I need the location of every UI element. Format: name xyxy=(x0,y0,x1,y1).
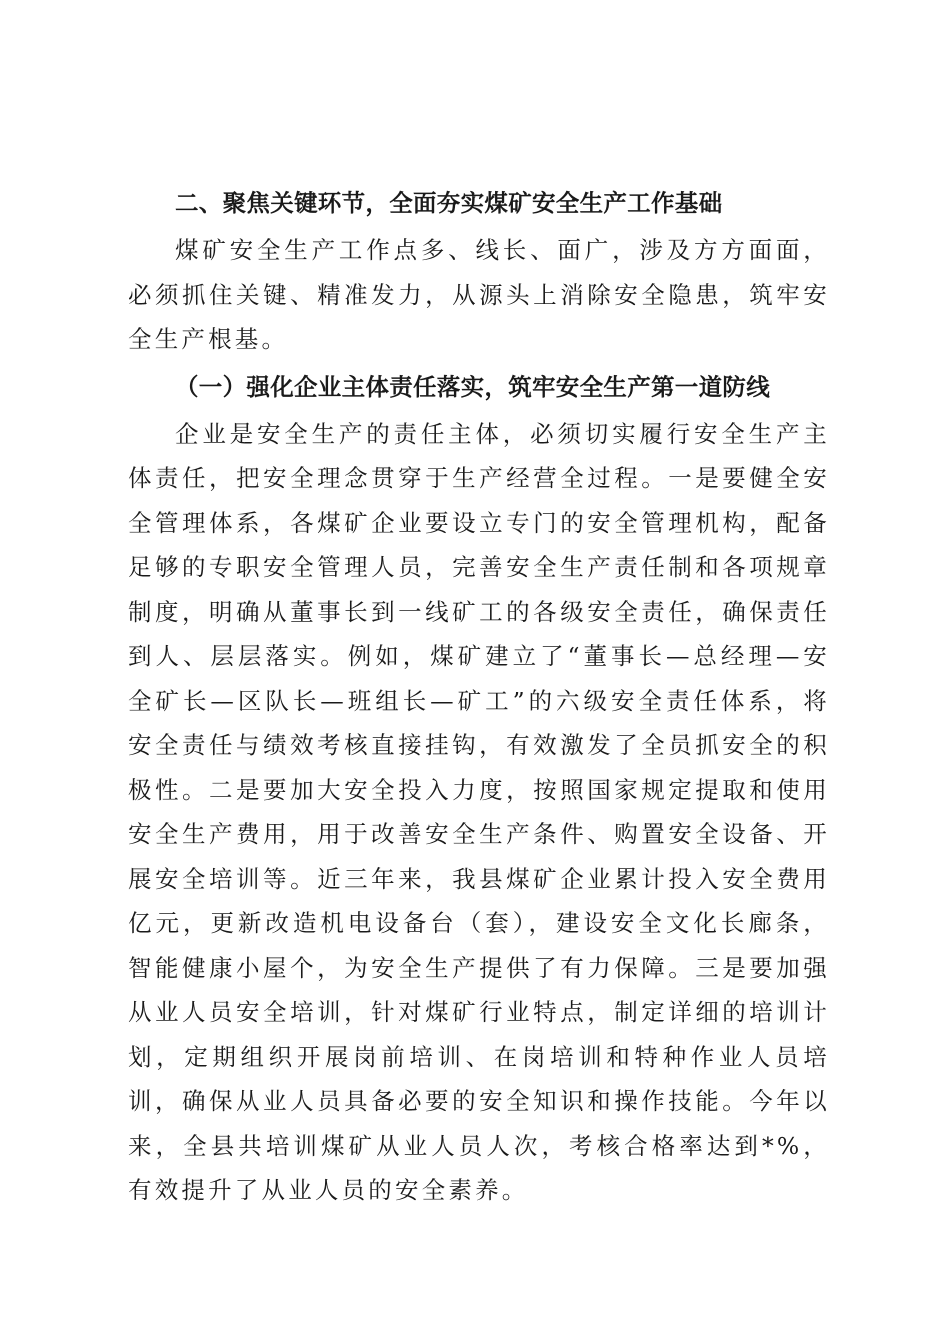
section-heading: 二、聚焦关键环节，全面夯实煤矿安全生产工作基础 xyxy=(175,189,723,217)
subsection-heading: （一）强化企业主体责任落实，筑牢安全生产第一道防线 xyxy=(175,372,770,401)
section-intro-paragraph: 煤矿安全生产工作点多、线长、面广，涉及方方面面，必须抓住关键、精准发力，从源头上消除安全隐患，筑牢安全生产根基。 xyxy=(128,236,830,353)
subsection-body-paragraph: 企业是安全生产的责任主体，必须切实履行安全生产主体责任，把安全理念贯穿于生产经营全过程。一是要健全安全管理体系，各煤矿企业要设立专门的安全管理机构，配备足够的专职安全管理人员，完善安全生产责任制和各项规章制度，明确从董事长到一线矿工的各级安全责任，确保责任到人、层层落实。例如，煤矿建立了“董事长—总经理—安全矿长—区队长—班组长—矿工”的六级安全责任体系，将安全责任与绩效考核直接挂钩，有效激发了全员抓安全的积极性。二是要加大安全投入力度，按照国家规定提取和使用安全生产费用，用于改善安全生产条件、购置安全设备、开展安全培训等。近三年来，我县煤矿企业累计投入安全费用亿元，更新改造机电设备台（套），建设安全文化长廊条，智能健康小屋个，为安全生产提供了有力保障。三是要加强从业人员安全培训，针对煤矿行业特点，制定详细的培训计划，定期组织开展岗前培训、在岗培训和特种作业人员培训，确保从业人员具备必要的安全知识和操作技能。今年以来，全县共培训煤矿从业人员人次，考核合格率达到*%，有效提升了从业人员的安全素养。 xyxy=(128,419,830,1204)
document-body xyxy=(128,178,830,1213)
